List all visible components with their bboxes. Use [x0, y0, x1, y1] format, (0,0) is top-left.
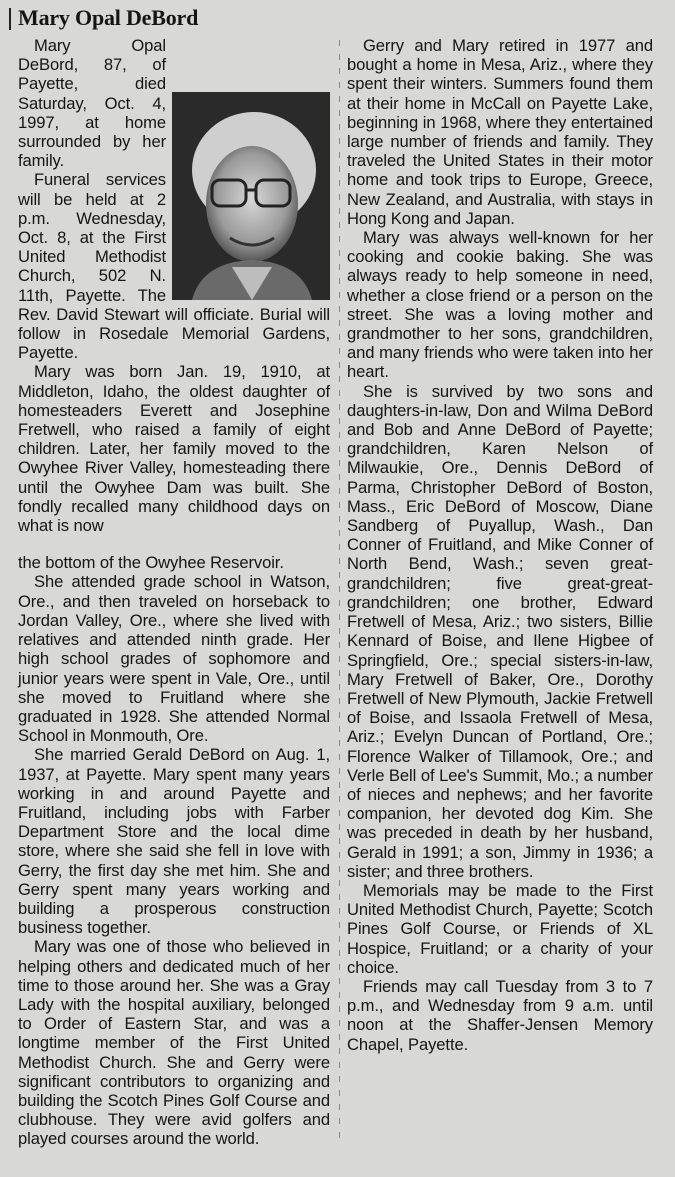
column-divider [339, 40, 340, 1140]
portrait-photo [172, 92, 330, 300]
obit-paragraph: Gerry and Mary retired in 1977 and bought a home in Mesa, Ariz., where they spent their winters. Summers found them at their home in McCall on Payette Lake, beginning in 1968, where they entertained large number of friends and family. They traveled the United States in their motor home and took trips to Europe, Greece, New Zealand, and Australia, with stays in Hong Kong and Japan. [347, 36, 653, 228]
obit-paragraph: Memorials may be made to the First United Methodist Church, Payette; Scotch Pines Golf Course, or Friends of XL Hospice, Fruitland; or a charity of your choice. [347, 880, 653, 977]
obituary-title: Mary Opal DeBord [18, 5, 199, 30]
obit-paragraph: Mary was born Jan. 19, 1910, at Middleton, Idaho, the oldest daughter of homesteaders Everett and Josephine Fretwell, who raised a family of eight children. Later, her family moved to the Owyhee River Valley, homesteading there until the Owyhee Dam was built. She fondly recalled many childhood days on what is now [18, 362, 330, 536]
obit-paragraph: Mary was always well-known for her cooking and cookie baking. She was always ready to help someone in need, whether a close friend or a person on the street. She was a loving mother and grandmother to her sons, grandchildren, and many friends who were taken into her heart. [347, 228, 653, 382]
obit-paragraph: She is survived by two sons and daughters-in-law, Don and Wilma DeBord and Bob and Anne DeBord of Payette; grandchildren, Karen Nelson of Milwaukie, Ore., Dennis DeBord of Parma, Christopher DeBord of Boston, Mass., Eric DeBord of Moscow, Diane Sandberg of Puyallup, Wash., Dan Conner of Fruitland, and Mike Conner of North Bend, Wash.; seven great-grandchildren; five great-great-grandchildren; one brother, Edward Fretwell of Mesa, Ariz.; two sisters, Billie Kennard of Boise, and Ilene Higbee of Springfield, Ore.; special sisters-in-law, Mary Fretwell of Baker, Ore., Dorothy Fretwell of New Plymouth, Jackie Fretwell of Boise, and Issaola Fretwell of Mesa, Ariz.; Evelyn Duncan of Portland, Ore.; Florence Walker of Tillamook, Ore.; and Verle Bell of Lee's Summit, Mo.; a number of nieces and nephews; and her favorite companion, her devoted dog Kim. She was preceded in death by her husband, Gerald in 1991; a son, Jimmy in 1936; a sister; and three brothers. [347, 381, 653, 881]
paragraph-gap [18, 535, 330, 553]
left-column [18, 36, 330, 1149]
right-column [347, 36, 653, 1054]
obit-paragraph: She attended grade school in Watson, Ore., and then traveled on horseback to Jordan Valley, Ore., where she lived with relatives and attended ninth grade. Her high school grades of sophomore and junior years were spent in Vale, Ore., until she moved to Fruitland where she graduated in 1928. She attended Normal School in Monmouth, Ore. [18, 572, 330, 746]
obit-paragraph: Funeral services will be held at 2 p.m. Wednesday, Oct. 8, at the First United Methodist Church, 502 N. 11th, Payette. The Rev. David Stewart will officiate. Burial will follow in Rosedale Memorial Gardens, Payette. [18, 170, 330, 363]
obit-paragraph: Mary Opal DeBord, 87, of Payette, died Saturday, Oct. 4, 1997, at home surrounded by her family. [18, 36, 166, 171]
obit-paragraph: the bottom of the Owyhee Reservoir. [18, 553, 284, 573]
obit-paragraph: Friends may call Tuesday from 3 to 7 p.m., and Wednesday from 9 a.m. until noon at the Shaffer-Jensen Memory Chapel, Payette. [347, 976, 653, 1054]
headline-rule [9, 8, 11, 30]
obit-paragraph: She married Gerald DeBord on Aug. 1, 1937, at Payette. Mary spent many years working in and around Payette and Fruitland, including jobs with Farber Department Store and the local dime store, where she said she fell in love with Gerry, the first day she met him. She and Gerry spent many years working and building a prosperous construction business together. [18, 745, 330, 938]
obit-paragraph: Mary was one of those who believed in helping others and dedicated much of her time to those around her. She was a Gray Lady with the hospital auxiliary, belonged to Order of Eastern Star, and was a longtime member of the First United Methodist Church. She and Gerry were significant contributors to organizing and building the Scotch Pines Golf Course and clubhouse. They were avid golfers and played courses around the world. [18, 937, 330, 1149]
